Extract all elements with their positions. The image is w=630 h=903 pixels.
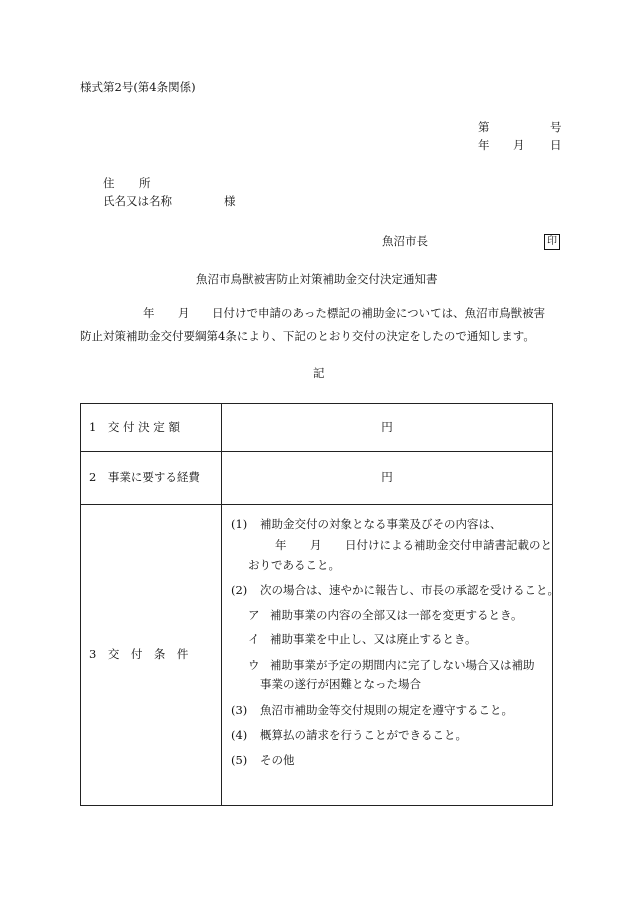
condition-2a-mark: ア (248, 608, 260, 622)
issuer-title: 魚沼市長 (382, 234, 428, 248)
body-month: 月 (178, 306, 190, 320)
form-number: 様式第2号(第4条関係) (80, 80, 196, 94)
conditions-table (80, 403, 559, 806)
grant-amount-value: 円 (222, 404, 553, 452)
condition-2a-text: 補助事業の内容の全部又は一部を変更するとき。 (270, 608, 523, 622)
condition-2c-text-2: 事業の遂行が困難となった場合 (260, 677, 421, 691)
conditions-list (222, 505, 559, 805)
condition-2c-text: 補助事業が予定の期間内に完了しない場合又は補助 (270, 658, 535, 672)
date-year: 年 (478, 138, 490, 152)
condition-2-number: (2) (231, 583, 248, 597)
condition-5-text: その他 (260, 753, 295, 767)
grant-conditions-label: 3 交 付 条 件 (81, 505, 222, 806)
grant-conditions-cell (222, 505, 559, 806)
condition-2b-mark: イ (248, 632, 260, 646)
date-month: 月 (513, 138, 525, 152)
date-day: 日 (550, 138, 562, 152)
condition-1-text: 補助金交付の対象となる事業及びその内容は、 (260, 517, 502, 531)
condition-2c-mark: ウ (248, 658, 260, 672)
body-year: 年 (143, 306, 155, 320)
seal-mark (544, 234, 560, 250)
grant-amount-label: 1 交 付 決 定 額 (81, 404, 222, 452)
condition-5-number: (5) (231, 753, 248, 767)
body-line-2: 防止対策補助金交付要綱第4条により、下記のとおり交付の決定をしたので通知します。 (80, 329, 535, 343)
body-line-1: 日付けで申請のあった標記の補助金については、魚沼市鳥獣被害 (212, 306, 546, 320)
project-cost-value: 円 (222, 452, 553, 505)
honorific: 様 (224, 194, 236, 208)
document-number-prefix: 第 (478, 120, 490, 134)
condition-2-text: 次の場合は、速やかに報告し、市長の承認を受けること。 (260, 583, 559, 597)
condition-1-text-3: おりであること。 (248, 558, 340, 572)
condition-2b-text: 補助事業を中止し、又は廃止するとき。 (270, 632, 477, 646)
table-row (81, 404, 553, 452)
condition-3-number: (3) (231, 703, 248, 717)
document-title: 魚沼市鳥獣被害防止対策補助金交付決定通知書 (196, 272, 438, 286)
condition-4-text: 概算払の請求を行うことができること。 (260, 728, 467, 742)
condition-1-text-2: 日付けによる補助金交付申請書記載のと (345, 538, 552, 552)
project-cost-label: 2 事業に要する経費 (81, 452, 222, 505)
condition-1-number: (1) (231, 517, 248, 531)
seal-box: 印 (544, 234, 560, 250)
condition-1-year: 年 (275, 538, 287, 552)
condition-4-number: (4) (231, 728, 248, 742)
document-number-suffix: 号 (550, 120, 562, 134)
address-label: 住 所 (103, 176, 151, 190)
ki-heading: 記 (313, 366, 325, 380)
table-row (81, 505, 553, 806)
table-row (81, 452, 553, 505)
name-label: 氏名又は名称 (103, 194, 172, 208)
condition-3-text: 魚沼市補助金等交付規則の規定を遵守すること。 (260, 703, 513, 717)
condition-1-month: 月 (310, 538, 322, 552)
